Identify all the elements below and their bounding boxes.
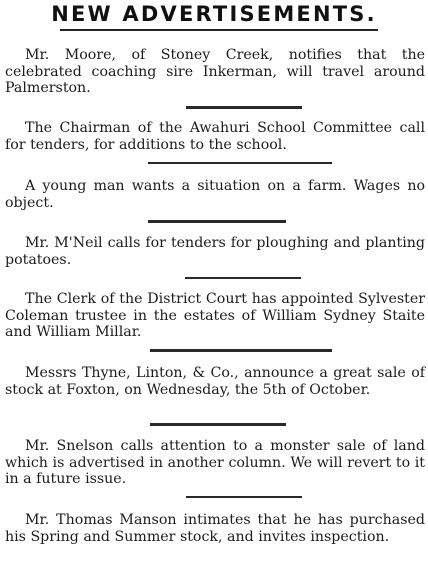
- advertisement-6: Messrs Thyne, Linton, & Co., announce a great sale of stock at Foxton, on Wednesday, the 5th of October.: [5, 365, 425, 398]
- advertisement-4: Mr. M'Neil calls for tenders for ploughing and planting potatoes.: [5, 235, 425, 268]
- separator-rule: [185, 277, 301, 279]
- heading-underline: [60, 29, 378, 31]
- advertisement-2: The Chairman of the Awahuri School Committee call for tenders, for additions to the school.: [5, 120, 425, 153]
- separator-rule: [150, 423, 286, 426]
- separator-rule: [148, 220, 286, 223]
- advertisement-7: Mr. Snelson calls attention to a monster sale of land which is advertised in another column. We will revert to it in a future issue.: [5, 438, 425, 487]
- advertisement-8: Mr. Thomas Manson intimates that he has purchased his Spring and Summer stock, and invites inspection.: [5, 512, 425, 545]
- section-heading: NEW ADVERTISEMENTS.: [51, 2, 377, 26]
- advertisement-1: Mr. Moore, of Stoney Creek, notifies that the celebrated coaching sire Inkerman, will travel around Palmerston.: [5, 47, 425, 96]
- separator-rule: [186, 496, 302, 498]
- advertisement-5: The Clerk of the District Court has appointed Sylvester Coleman trustee in the estates of William Sydney Staite and William Millar.: [5, 291, 425, 340]
- separator-rule: [150, 349, 332, 352]
- separator-rule: [186, 106, 302, 109]
- separator-rule: [148, 162, 332, 164]
- advertisement-3: A young man wants a situation on a farm. Wages no object.: [5, 178, 425, 211]
